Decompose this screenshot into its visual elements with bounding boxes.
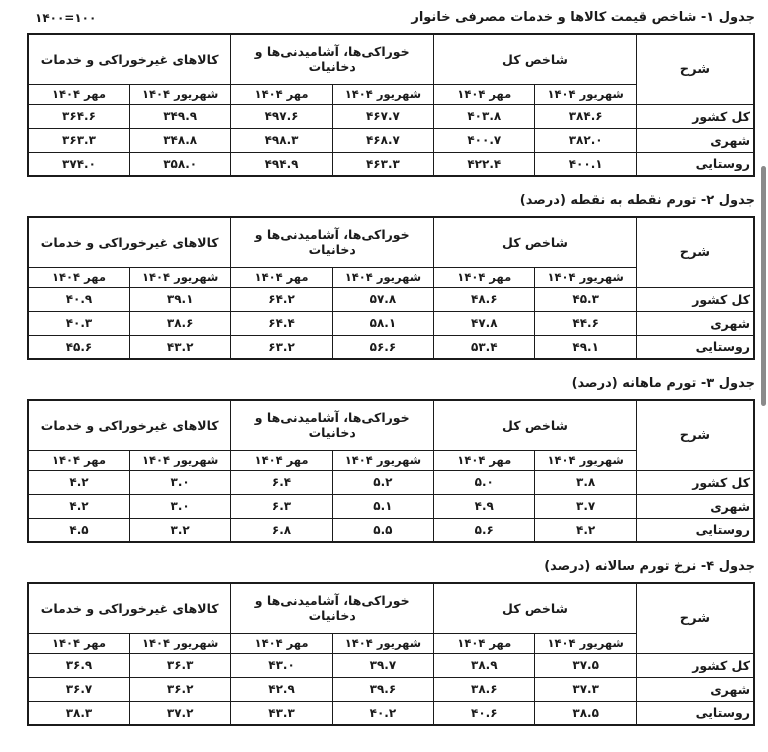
row-label: روستایی [636, 152, 754, 176]
table-row [28, 104, 754, 128]
col-group-header-1: خوراکی‌ها، آشامیدنی‌ها و دخانیات [231, 217, 434, 267]
col-group-header-1: خوراکی‌ها، آشامیدنی‌ها و دخانیات [231, 583, 434, 633]
value-cell: ۴۹۴.۹ [231, 152, 332, 176]
col-month-header-2-1: مهر ۱۴۰۴ [28, 633, 129, 653]
value-cell: ۶.۸ [231, 518, 332, 542]
value-cell: ۴.۹ [434, 494, 535, 518]
table-3-title-row [27, 376, 755, 391]
value-cell: ۵۶.۶ [332, 335, 433, 359]
table-section-4 [27, 559, 755, 726]
table-4-title-row [27, 559, 755, 574]
col-month-header-0-1: مهر ۱۴۰۴ [434, 633, 535, 653]
col-header-desc: شرح [636, 400, 754, 470]
value-cell: ۳۹.۶ [332, 677, 433, 701]
table-row [28, 287, 754, 311]
value-cell: ۶.۴ [231, 470, 332, 494]
row-label: روستایی [636, 335, 754, 359]
value-cell: ۳۷۴.۰ [28, 152, 129, 176]
value-cell: ۴.۲ [28, 494, 129, 518]
value-cell: ۴۰۳.۸ [434, 104, 535, 128]
value-cell: ۴۰.۲ [332, 701, 433, 725]
value-cell: ۴.۲ [535, 518, 636, 542]
value-cell: ۴۸.۶ [434, 287, 535, 311]
table-section-1 [27, 10, 755, 177]
value-cell: ۴۲.۹ [231, 677, 332, 701]
table-row [28, 152, 754, 176]
table-2-title: جدول ۲- تورم نقطه به نقطه (درصد) [519, 193, 755, 208]
col-month-header-0-1: مهر ۱۴۰۴ [434, 450, 535, 470]
table-row [28, 653, 754, 677]
consumer-price-index-table [27, 33, 755, 177]
col-group-header-2: کالاهای غیرخوراکی و خدمات [28, 583, 231, 633]
col-group-header-0: شاخص کل [434, 217, 637, 267]
value-cell: ۳.۲ [129, 518, 230, 542]
col-month-header-2-0: شهریور ۱۴۰۴ [129, 450, 230, 470]
table-row [28, 335, 754, 359]
table-row [28, 701, 754, 725]
row-label: کل کشور [636, 287, 754, 311]
value-cell: ۳۸۴.۶ [535, 104, 636, 128]
value-cell: ۵۸.۱ [332, 311, 433, 335]
value-cell: ۴۹۷.۶ [231, 104, 332, 128]
value-cell: ۳۸.۶ [129, 311, 230, 335]
value-cell: ۶.۳ [231, 494, 332, 518]
value-cell: ۴۳.۳ [231, 701, 332, 725]
value-cell: ۳۴۹.۹ [129, 104, 230, 128]
col-month-header-1-0: شهریور ۱۴۰۴ [332, 84, 433, 104]
value-cell: ۳۴۸.۸ [129, 128, 230, 152]
col-group-header-0: شاخص کل [434, 400, 637, 450]
table-section-2 [27, 193, 755, 360]
table-row [28, 128, 754, 152]
value-cell: ۵.۶ [434, 518, 535, 542]
table-1-title-row [27, 10, 755, 25]
value-cell: ۶۴.۲ [231, 287, 332, 311]
value-cell: ۴۰.۶ [434, 701, 535, 725]
value-cell: ۳۵۸.۰ [129, 152, 230, 176]
col-group-header-1: خوراکی‌ها، آشامیدنی‌ها و دخانیات [231, 34, 434, 84]
table-row [28, 677, 754, 701]
col-group-header-2: کالاهای غیرخوراکی و خدمات [28, 217, 231, 267]
col-month-header-2-1: مهر ۱۴۰۴ [28, 84, 129, 104]
row-label: کل کشور [636, 653, 754, 677]
value-cell: ۳۷.۳ [535, 677, 636, 701]
table-3-title: جدول ۳- تورم ماهانه (درصد) [571, 376, 755, 391]
col-month-header-1-0: شهریور ۱۴۰۴ [332, 267, 433, 287]
table-row [28, 470, 754, 494]
value-cell: ۴۰.۳ [28, 311, 129, 335]
col-month-header-1-1: مهر ۱۴۰۴ [231, 450, 332, 470]
value-cell: ۳۹.۷ [332, 653, 433, 677]
table-2-title-row [27, 193, 755, 208]
value-cell: ۴۶۸.۷ [332, 128, 433, 152]
value-cell: ۵.۲ [332, 470, 433, 494]
col-month-header-0-0: شهریور ۱۴۰۴ [535, 84, 636, 104]
table-row [28, 494, 754, 518]
scrollbar-thumb[interactable] [761, 166, 766, 406]
value-cell: ۳۷.۵ [535, 653, 636, 677]
col-month-header-1-0: شهریور ۱۴۰۴ [332, 633, 433, 653]
value-cell: ۴۶۷.۷ [332, 104, 433, 128]
value-cell: ۳۶۳.۳ [28, 128, 129, 152]
value-cell: ۳۸.۶ [434, 677, 535, 701]
value-cell: ۳۸۲.۰ [535, 128, 636, 152]
row-label: شهری [636, 677, 754, 701]
value-cell: ۴۰.۹ [28, 287, 129, 311]
col-month-header-2-0: شهریور ۱۴۰۴ [129, 633, 230, 653]
value-cell: ۶۴.۴ [231, 311, 332, 335]
col-group-header-1: خوراکی‌ها، آشامیدنی‌ها و دخانیات [231, 400, 434, 450]
value-cell: ۵۷.۸ [332, 287, 433, 311]
col-month-header-0-1: مهر ۱۴۰۴ [434, 267, 535, 287]
value-cell: ۶۳.۲ [231, 335, 332, 359]
value-cell: ۳۸.۹ [434, 653, 535, 677]
col-group-header-2: کالاهای غیرخوراکی و خدمات [28, 34, 231, 84]
value-cell: ۴.۲ [28, 470, 129, 494]
col-month-header-1-1: مهر ۱۴۰۴ [231, 267, 332, 287]
value-cell: ۵۳.۴ [434, 335, 535, 359]
value-cell: ۴۶۳.۳ [332, 152, 433, 176]
row-label: شهری [636, 128, 754, 152]
value-cell: ۳.۰ [129, 494, 230, 518]
value-cell: ۵.۰ [434, 470, 535, 494]
table-row [28, 311, 754, 335]
col-group-header-0: شاخص کل [434, 34, 637, 84]
annual-inflation-table [27, 582, 755, 726]
col-month-header-0-0: شهریور ۱۴۰۴ [535, 633, 636, 653]
table-4-title: جدول ۴- نرخ تورم سالانه (درصد) [544, 559, 755, 574]
row-label: روستایی [636, 518, 754, 542]
table-1-title: جدول ۱- شاخص قیمت کالاها و خدمات مصرفی خانوار [411, 10, 755, 25]
value-cell: ۴۲۲.۴ [434, 152, 535, 176]
col-month-header-1-0: شهریور ۱۴۰۴ [332, 450, 433, 470]
value-cell: ۴۰۰.۷ [434, 128, 535, 152]
value-cell: ۴۳.۲ [129, 335, 230, 359]
row-label: شهری [636, 494, 754, 518]
value-cell: ۳۶.۹ [28, 653, 129, 677]
base-year-note: ۱۴۰۰=۱۰۰ [35, 11, 97, 25]
value-cell: ۴۳.۰ [231, 653, 332, 677]
value-cell: ۳۷.۲ [129, 701, 230, 725]
col-month-header-0-0: شهریور ۱۴۰۴ [535, 267, 636, 287]
col-month-header-2-0: شهریور ۱۴۰۴ [129, 84, 230, 104]
col-month-header-1-1: مهر ۱۴۰۴ [231, 633, 332, 653]
row-label: شهری [636, 311, 754, 335]
monthly-inflation-table [27, 399, 755, 543]
value-cell: ۴۴.۶ [535, 311, 636, 335]
value-cell: ۳.۸ [535, 470, 636, 494]
value-cell: ۴۰۰.۱ [535, 152, 636, 176]
value-cell: ۴۵.۳ [535, 287, 636, 311]
value-cell: ۳۶۴.۶ [28, 104, 129, 128]
value-cell: ۳۸.۳ [28, 701, 129, 725]
value-cell: ۳۹.۱ [129, 287, 230, 311]
point-to-point-inflation-table [27, 216, 755, 360]
row-label: کل کشور [636, 470, 754, 494]
value-cell: ۵.۱ [332, 494, 433, 518]
value-cell: ۳۶.۳ [129, 653, 230, 677]
table-section-3 [27, 376, 755, 543]
col-month-header-2-1: مهر ۱۴۰۴ [28, 450, 129, 470]
value-cell: ۴۵.۶ [28, 335, 129, 359]
value-cell: ۴۹۸.۳ [231, 128, 332, 152]
col-month-header-0-1: مهر ۱۴۰۴ [434, 84, 535, 104]
value-cell: ۳۶.۷ [28, 677, 129, 701]
table-row [28, 518, 754, 542]
row-label: روستایی [636, 701, 754, 725]
col-header-desc: شرح [636, 217, 754, 287]
value-cell: ۳.۷ [535, 494, 636, 518]
value-cell: ۳۶.۲ [129, 677, 230, 701]
col-header-desc: شرح [636, 583, 754, 653]
col-group-header-0: شاخص کل [434, 583, 637, 633]
col-header-desc: شرح [636, 34, 754, 104]
value-cell: ۵.۵ [332, 518, 433, 542]
value-cell: ۴۹.۱ [535, 335, 636, 359]
col-month-header-0-0: شهریور ۱۴۰۴ [535, 450, 636, 470]
value-cell: ۴.۵ [28, 518, 129, 542]
value-cell: ۳۸.۵ [535, 701, 636, 725]
col-group-header-2: کالاهای غیرخوراکی و خدمات [28, 400, 231, 450]
row-label: کل کشور [636, 104, 754, 128]
value-cell: ۴۷.۸ [434, 311, 535, 335]
col-month-header-2-0: شهریور ۱۴۰۴ [129, 267, 230, 287]
col-month-header-1-1: مهر ۱۴۰۴ [231, 84, 332, 104]
value-cell: ۳.۰ [129, 470, 230, 494]
col-month-header-2-1: مهر ۱۴۰۴ [28, 267, 129, 287]
